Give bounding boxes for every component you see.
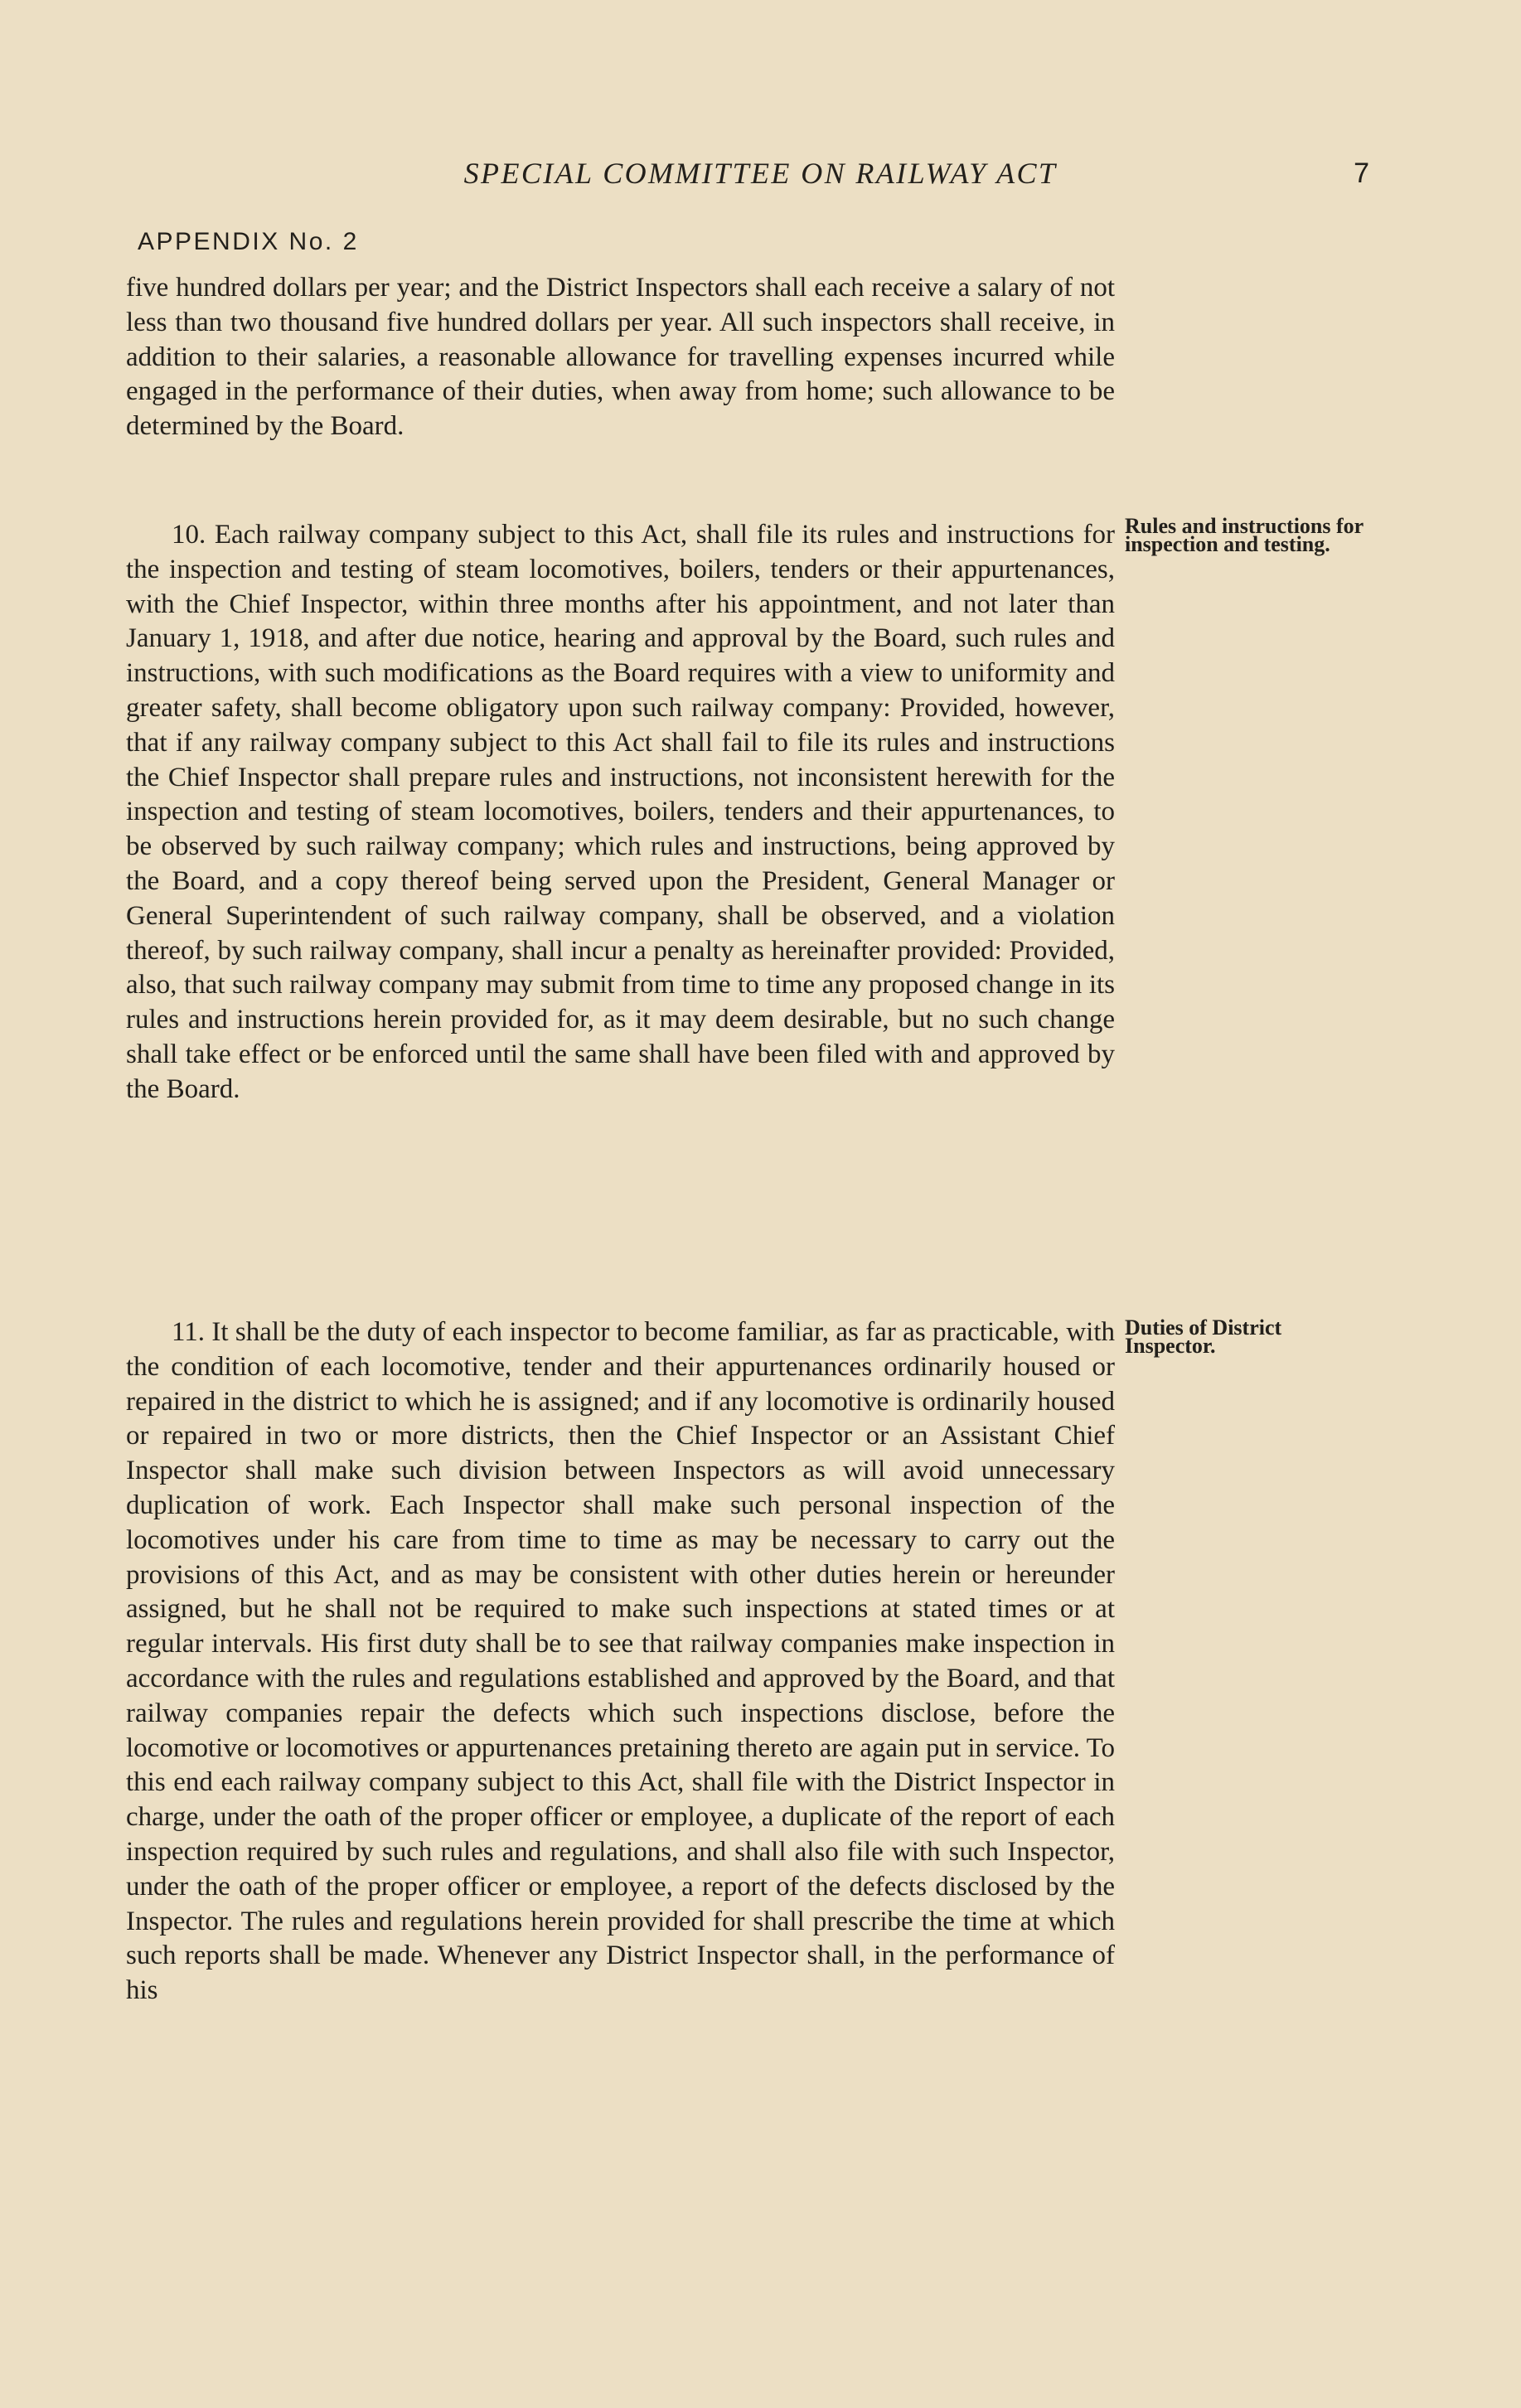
page-number: 7	[1354, 157, 1369, 189]
margin-note-rules: Rules and instructions for inspection and testing.	[1125, 514, 1364, 556]
appendix-label: APPENDIX No. 2	[138, 228, 359, 255]
paragraph-text: 10. Each railway company subject to this Act, shall file its rules and instructions for the inspection and testing of steam locomotives, boilers, tenders or their appurtenances, with the Chief Inspector, within three months after his appointment, and not later than January 1, 1918, and after due notice, hearing and approval by the Board, such rules and instructions, with such modifications as the Board requires with a view to uniformity and greater safety, shall become obligatory upon such railway company: Provided, however, that if any railway company subject to this Act shall fail to file its rules and instructions the Chief Inspector shall prepare rules and instructions, not inconsistent herewith for the inspection and testing of steam locomotives, boilers, tenders and their appurtenances, to be observed by such railway company; which rules and instructions, being approved by the Board, and a copy thereof being served upon the President, General Manager or General Superintendent of such railway company, shall be observed, and a violation thereof, by such railway company, shall incur a penalty as hereinafter provided: Provided, also, that such railway company may submit from time to time any proposed change in its rules and instructions herein provided for, as it may deem desirable, but no such change shall take effect or be enforced until the same shall have been filed with and approved by the Board.	[126, 520, 1115, 1104]
margin-note-duties: Duties of District Inspector.	[1125, 1315, 1282, 1358]
paragraph-salaries	[126, 271, 1115, 444]
paragraph-section-11	[126, 1315, 1115, 2008]
paragraph-text: 11. It shall be the duty of each inspector to become familiar, as far as practicable, with the condition of each locomotive, tender and their appurtenances ordinarily housed or repaired in the district to which he is assigned; and if any locomotive is ordinarily housed or repaired in two or more districts, then the Chief Inspector or an Assistant Chief Inspector shall make such division between Inspectors as will avoid unnecessary duplication of work. Each Inspector shall make such personal inspection of the locomotives under his care from time to time as may be necessary to carry out the provisions of this Act, and as may be consistent with other duties herein or hereunder assigned, but he shall not be required to make such inspections at stated times or at regular intervals. His first duty shall be to see that railway companies make inspection in accordance with the rules and regulations established and approved by the Board, and that railway companies repair the defects which such inspections disclose, before the locomotive or locomotives or appurtenances pretaining thereto are again put in service. To this end each railway company subject to this Act, shall file with the District Inspector in charge, under the oath of the proper officer or employee, a duplicate of the report of each inspection required by such rules and regulations, and shall also file with such Inspector, under the oath of the proper officer or employee, a report of the defects disclosed by the Inspector. The rules and regulations herein provided for shall prescribe the time at which such reports shall be made. Whenever any District Inspector shall, in the performance of his	[126, 1317, 1115, 2006]
paragraph-text: five hundred dollars per year; and the District Inspectors shall each receive a salary of not less than two thousand five hundred dollars per year. All such inspectors shall receive, in addition to their salaries, a reasonable allowance for travelling expenses incurred while engaged in the performance of their duties, when away from home; such allowance to be determined by the Board.	[126, 273, 1115, 442]
running-header-title: SPECIAL COMMITTEE ON RAILWAY ACT	[463, 157, 1058, 190]
paragraph-section-10	[126, 518, 1115, 1107]
